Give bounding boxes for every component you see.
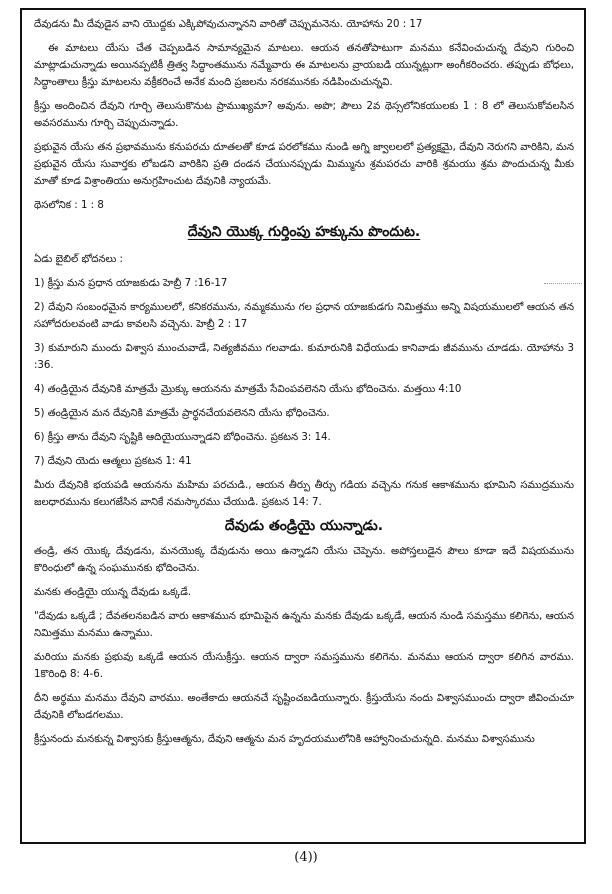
paragraph: మీరు దేవునికి భయపడి ఆయనను మహిమ పరచుడి., ఆయన తీర్పు తీర్చు గడియ వచ్చెను గనుక ఆకాశమును భూమిని సముద్రమును జలధారమును కలుగజేసిన వానికే నమస్కారము చేయుడి. ప్రకటన 14: 7. [34, 480, 574, 508]
paragraph: "దేవుడు ఒక్కడే ; దేవతలనబడిన వారు ఆకాశమున భూమిపైన ఉన్నను మనకు దేవుడు ఒక్కడే, ఆయన నుండి సమస్తము కలిగెను, ఆయన నిమిత్తము మనము ఉన్నాము. [34, 611, 574, 639]
scripture-reference: థెసలోనిక : 1 : 8 [34, 200, 104, 211]
paragraph: దేవుడను మీ దేవుడైన వాని యొద్దకు ఎక్కిపోవుచున్నానని వారితో చెప్పుమనెను. యోహాను 20 : 17 [34, 19, 423, 30]
paragraph: క్రీస్తు అందించిన దేవుని గూర్చి తెలుసుకొనుట ప్రాముఖ్యమా? అవును. అపొ; పౌలు 2వ థెస్సలోనికయులకు 1 : 8 లో తెలుసుకోవలసిన అవసరమును గూర్చి చెప్పుచున్నాడు. [34, 101, 574, 129]
list-item: 2) దేవుని సంబంధమైన కార్యములలో, కనికరమును, నమ్మకమును గల ప్రధాన యాజకుడగు నిమిత్తము అన్ని విషయములలో ఆయన తన సహోదరులవంటి వాడు కావలసి వచ్చెను. హెబ్రీ 2 : 17 [34, 302, 574, 330]
list-item: 7) దేవుని యెదు ఆత్మలు ప్రకటన 1: 41 [34, 456, 192, 467]
decorative-dotted-line [544, 283, 582, 284]
list-item: 1) క్రీస్తు మన ప్రధాన యాజకుడు హెబ్రీ 7 :16-17 [34, 278, 228, 289]
list-item: 3) కుమారుని ముందు విశ్వాస ముంచువాడే, నిత్యజీవము గలవాడు. కుమారునికి విధేయుడు కానివాడు జీవమును చూడడు. యోహాను 3 :36. [34, 343, 574, 371]
section-heading-identity: దేవుని యొక్క గుర్తింపు హక్కును పొందుట. [187, 224, 421, 240]
page-frame [20, 8, 586, 844]
paragraph: దీని అర్థము మనము దేవుని వారము. అంతేకాదు ఆయనచే సృష్టించబడియున్నారు. క్రీస్తుయేసు నందు విశ్వాసముంచు ద్వారా జీవించుచూ దేవునికి లోబడగలము. [34, 693, 574, 721]
section-heading-father: దేవుడు తండ్రియై యున్నాడు. [224, 518, 384, 534]
list-item: 5) తండ్రియైన మన దేవునికి మాత్రమే ప్రార్థనచేయవలెనని యేసు భోధించెను. [34, 408, 330, 419]
paragraph: క్రీస్తునందు మనకున్న విశ్వాసకు క్రీస్తుఆత్మను, దేవుని ఆత్మను మన హృదయములోనికి ఆహ్వానించుచున్నది. మనము విశ్వాసమును [34, 734, 535, 745]
paragraph: మనకు తండ్రియై యున్న దేవుడు ఒక్కడే. [34, 587, 192, 598]
list-item: 6) క్రీస్తు తాను దేవుని సృష్టికి ఆదియైయున్నాడని బోధించెను. ప్రకటన 3: 14. [34, 432, 331, 443]
page-number: (4)) [294, 850, 318, 865]
paragraph: ప్రభువైన యేసు తన ప్రభావమును కనుపరచు దూతలతో కూడ పరలోకము నుండి అగ్ని జ్వాలలలో ప్రత్యక్షమై, దేవుని నెరుగని వారికిని, మన ప్రభువైన యేసు సువార్తకు లోబడని వారికిని ప్రతి దండన చేయునప్పుడు మిమ్మును శ్రమపరచు వారికి శ్రమయు శ్రమ పొందుచున్న మీకు మాతో కూడ విశ్రాంతియు అనుగ్రహించుట దేవునికి న్యాయమే. [34, 142, 574, 187]
paragraph: మరియు మనకు ప్రభువు ఒక్కడే ఆయన యేసుక్రీస్తు. ఆయన ద్వారా సమస్తమును కలిగెను. మనము ఆయన ద్వారా కలిగిన వారము. 1కొరింధి 8: 4-6. [34, 652, 574, 680]
list-item: 4) తండ్రియైన దేవునికి మాత్రమే మ్రొక్కు ఆయనను మాత్రమే సేవింపవలెనని యేసు భోదించెను. మత్తయి 4:10 [34, 384, 462, 395]
paragraph: ఈ మాటలు యేసు చేత చెప్పబడిన సామాన్యమైన మాటలు. ఆయన తనతోపాటుగా మనము కనేవించుచున్న దేవుని గురించి మాట్లాడుచున్నాడు అయినప్పటికీ త్రిత్వ సిద్ధాంతమును నమ్మేవారు ఈ మాటలను వ్రాయబడి యున్నట్లుగా అంగీకరించరు. తప్పుడు బోధలు, సిద్ధాంతాలు క్రీస్తు మాటలను వక్రీకరించే అనేక మంది ప్రజలను నరకమునకు నడిపించుచున్నవి. [34, 43, 574, 88]
paragraph: ఏడు బైబిల్ భోదనలు : [34, 254, 123, 265]
paragraph: తండ్రి, తన యొక్క దేవుడను, మనయొక్క దేవుడును అయి ఉన్నాడని యేసు చెప్పెను. అపోస్తలుడైన పౌలు కూడా ఇదే విషయమును కొరింధులో ఉన్న సంఘమునకు భోదించెను. [34, 546, 574, 574]
